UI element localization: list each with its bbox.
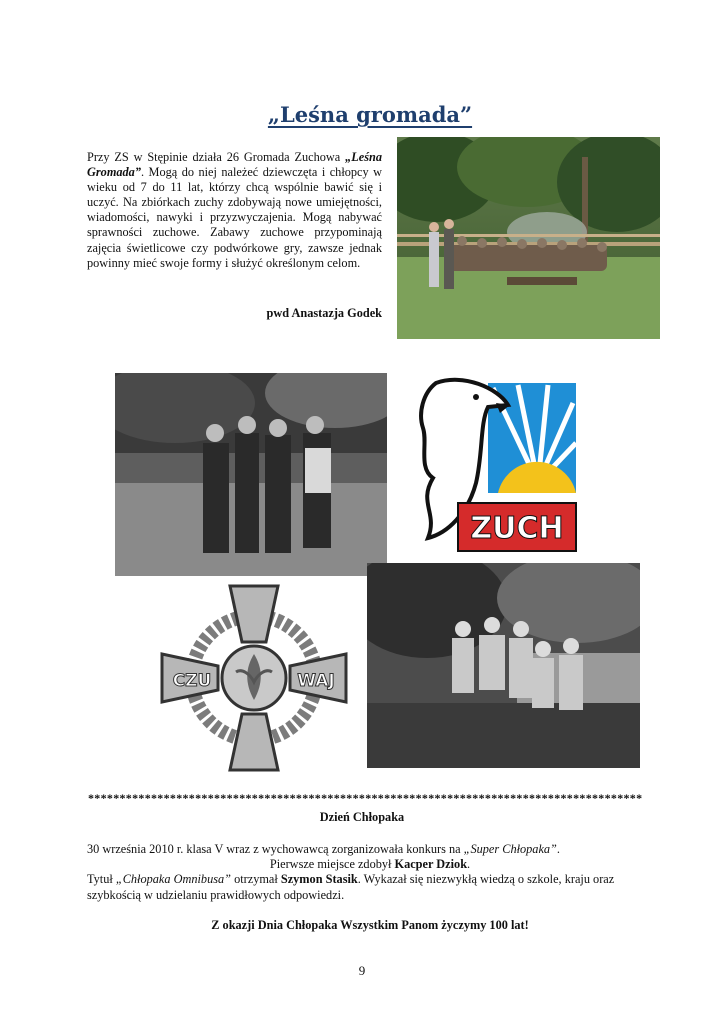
boys-day-line2: [0, 857, 724, 873]
intro-group-name: „Leśna Gromada”: [87, 150, 382, 180]
line2-suffix: .: [467, 857, 471, 871]
article-author: pwd Anastazja Godek: [266, 306, 382, 320]
scout-cross-emblem: [158, 582, 350, 774]
line3-rest: . Wykazał się niezwykłą wiedzą o szkole, kraju oraz szybkością w udzielaniu prawidłowych odpowiedzi.: [87, 872, 615, 902]
river-group-photo: [367, 563, 640, 768]
boys-day-wish: Z okazji Dnia Chłopaka Wszystkim Panom życzymy 100 lat!: [211, 918, 529, 932]
page-number: 9: [358, 963, 366, 978]
line3-prefix: Tytuł: [87, 872, 116, 886]
line1-prefix: 30 września 2010 r. klasa V wraz z wychowawcą zorganizowała konkurs na: [87, 842, 464, 856]
zuch-label: ZUCH: [470, 511, 564, 546]
section-separator: ****************************************************************************************: [88, 791, 643, 805]
first-place-winner: Kacper Dziok: [394, 857, 468, 871]
line1-suffix: .: [556, 842, 560, 856]
scouts-bw-photo: [115, 373, 387, 576]
boys-day-line3: [87, 872, 647, 903]
omnibus-winner: Szymon Stasik: [280, 872, 358, 886]
intro-part1: Przy ZS w Stępinie działa 26 Gromada Zuchowa: [87, 150, 346, 164]
omnibus-title: „Chłopaka Omnibusa”: [115, 872, 231, 886]
boys-day-line1: [87, 842, 647, 858]
article-intro: [87, 150, 382, 271]
contest-name: „Super Chłopaka”: [463, 842, 557, 856]
campfire-photo: [397, 137, 660, 339]
cross-left-label: CZU: [172, 671, 212, 691]
cross-right-label: WAJ: [297, 671, 335, 691]
intro-part2: . Mogą do niej należeć dziewczęta i chłopcy w wieku od 7 do 11 lat, którzy chcą wspólnie bawić się i uczyć. Na zbiórkach zuchy zdobywają nowe umiejętności, wiadomości, nawyki i przyzwyczajenia. Mogą nabywać sprawności zuchowe. Zabawy zuchowe przypominają zajęcia świetlicowe czy podwórkowe gry, zawsze jednak powinny mieć swoje formy i służyć określonym celom.: [87, 165, 382, 270]
zuch-emblem: [388, 373, 646, 563]
line3-mid: otrzymał: [231, 872, 281, 886]
line2-prefix: Pierwsze miejsce zdobył: [269, 857, 395, 871]
article-title: „Leśna gromada”: [267, 102, 473, 127]
boys-day-title: Dzień Chłopaka: [319, 810, 405, 824]
